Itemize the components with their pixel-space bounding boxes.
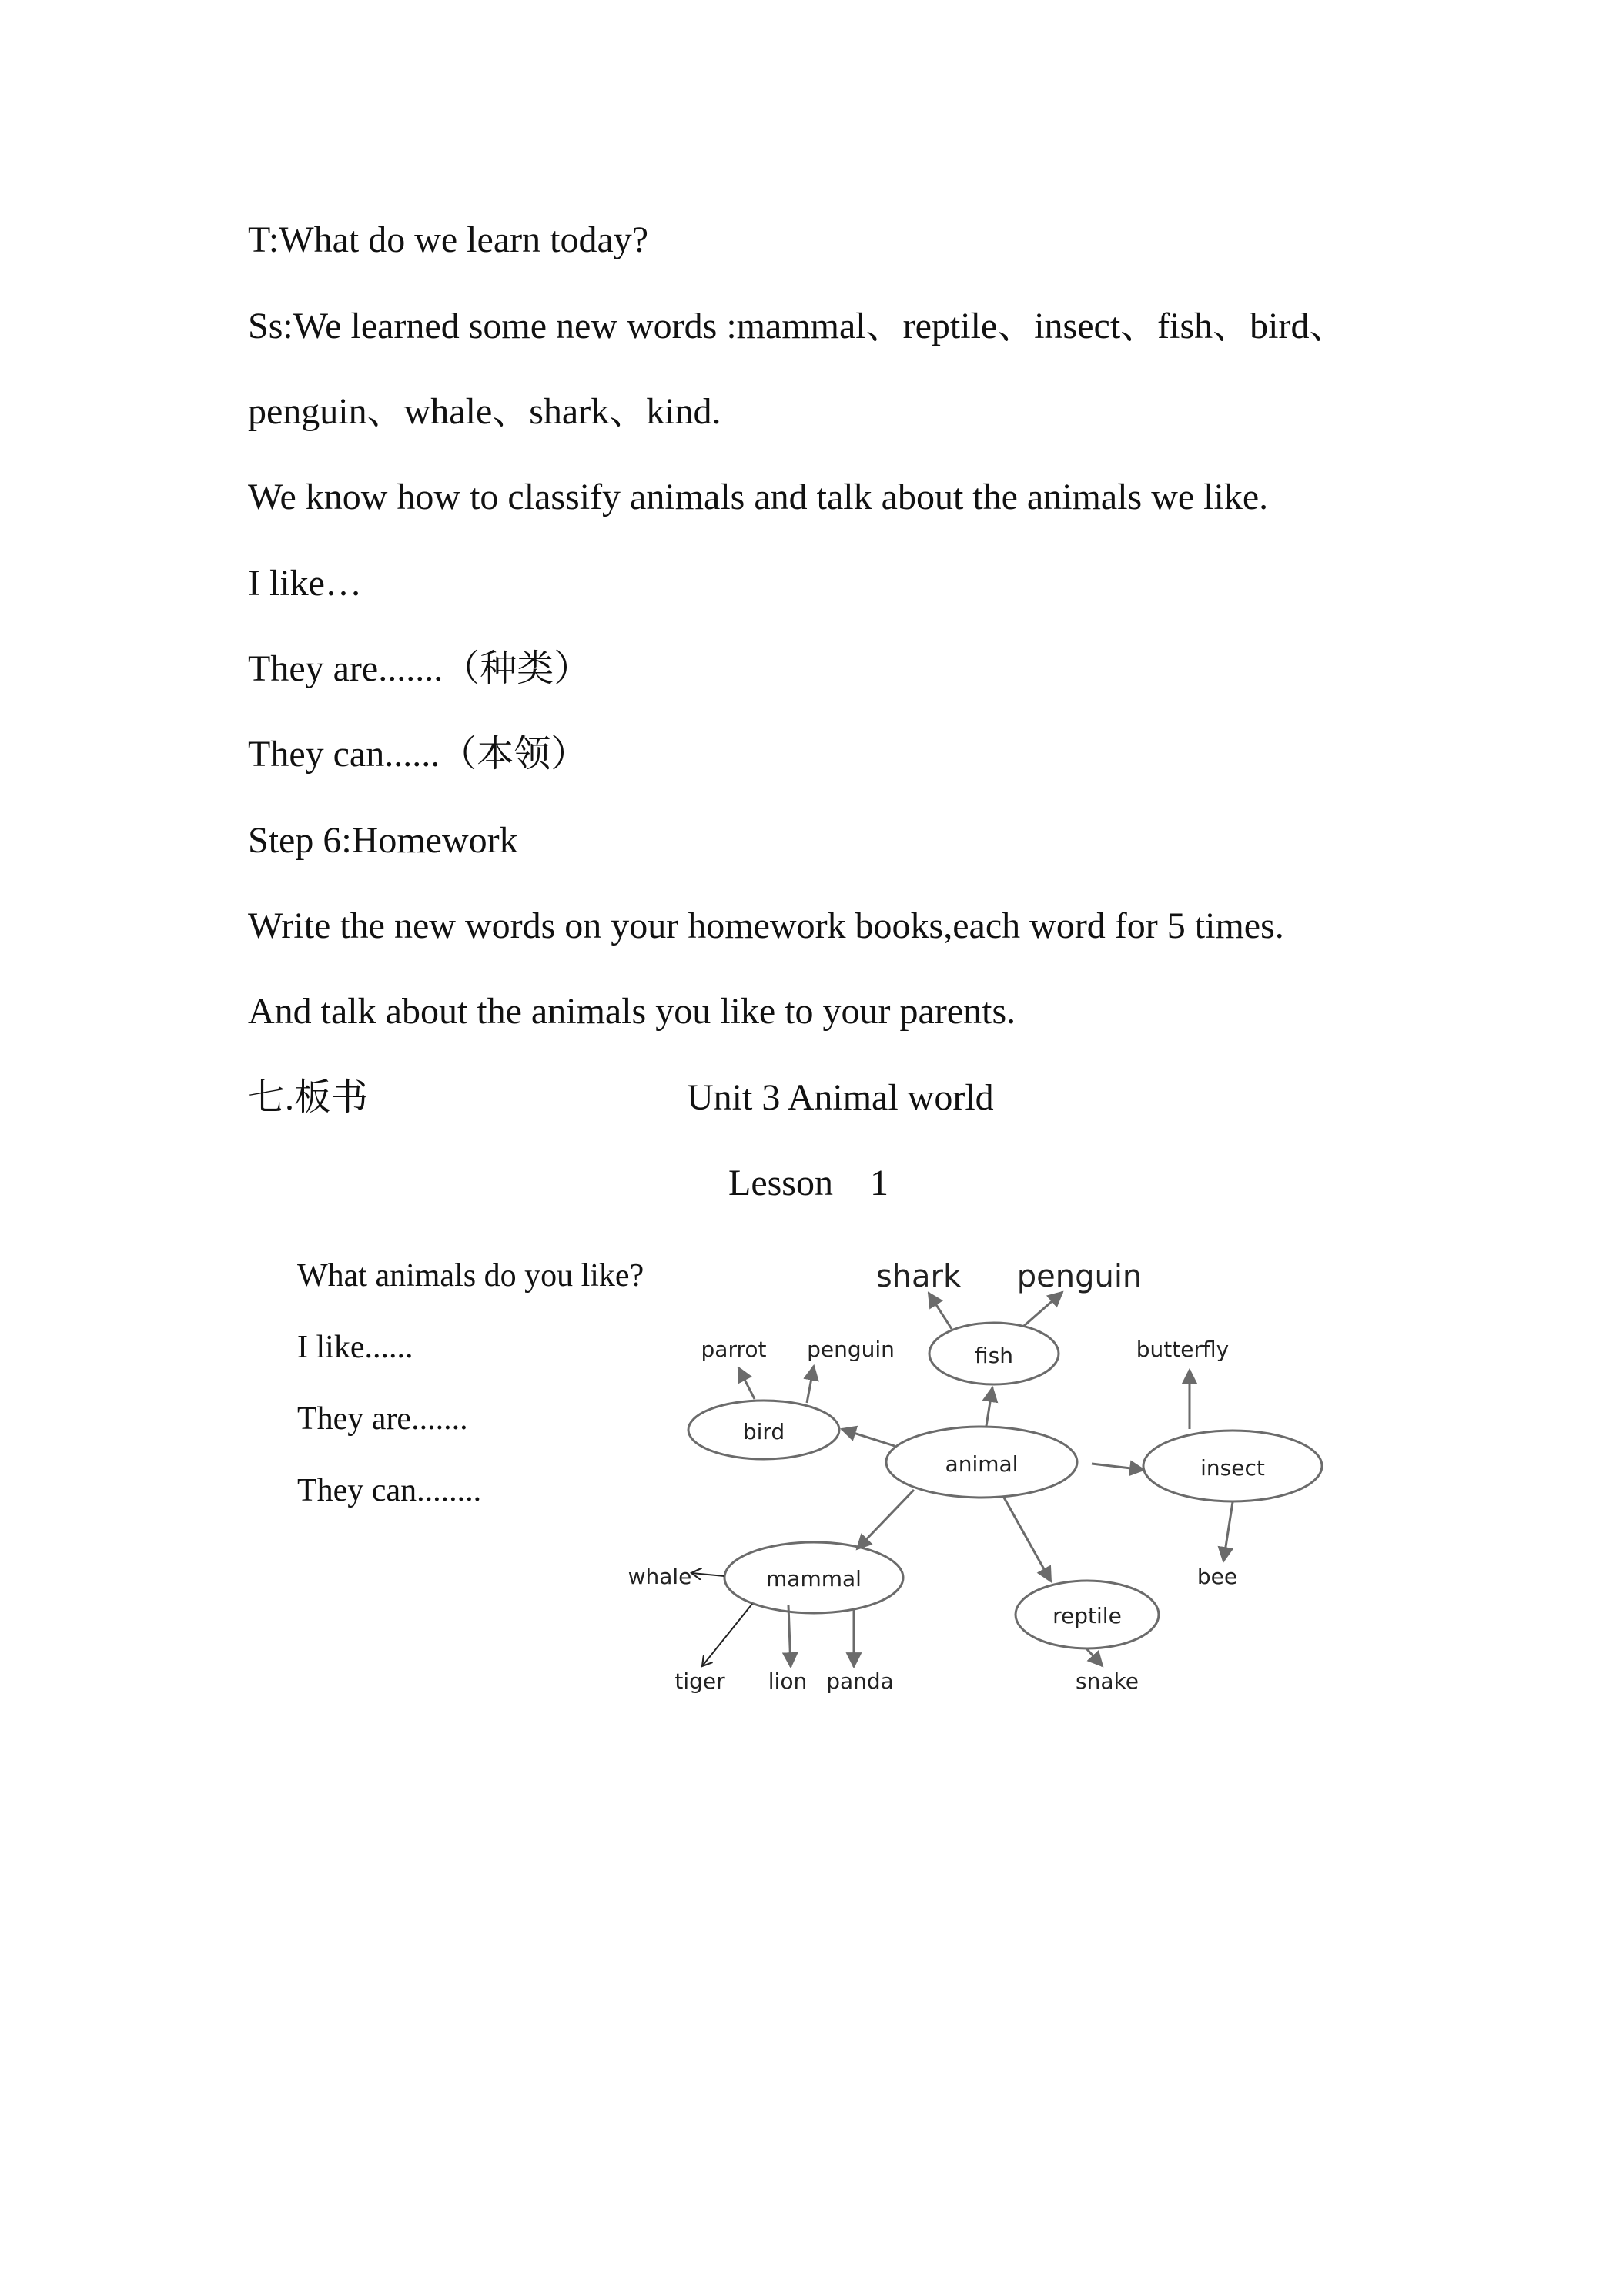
label-insect: insect (1200, 1455, 1265, 1481)
text-line-6: They are.......（种类） (248, 648, 591, 689)
edge-bird-parrot (738, 1367, 755, 1399)
leaf-shark: shark (875, 1259, 962, 1294)
leaf-lion: lion (768, 1668, 808, 1694)
leaf-tiger: tiger (674, 1668, 725, 1694)
edge-animal-insect (1092, 1464, 1144, 1470)
text-line-3: penguin、whale、shark、kind. (248, 391, 721, 432)
leaf-snake: snake (1076, 1668, 1139, 1694)
board-prompt-2: I like...... (297, 1330, 413, 1365)
board-section-label: 七.板书 (248, 1077, 369, 1118)
edge-mammal-lion (788, 1605, 791, 1667)
edge-fish-shark (929, 1293, 952, 1329)
text-line-5: I like… (248, 563, 362, 604)
edge-animal-reptile (1004, 1498, 1051, 1581)
text-line-7: They can......（本领） (248, 734, 588, 775)
edge-animal-fish (986, 1387, 992, 1426)
board-prompt-4: They can........ (297, 1473, 482, 1508)
edge-bird-penguin (807, 1366, 814, 1403)
edge-mammal-tiger (702, 1604, 752, 1666)
board-prompt-1: What animals do you like? (297, 1258, 644, 1294)
leaf-panda: panda (826, 1668, 894, 1694)
leaf-penguin-bird: penguin (807, 1337, 895, 1362)
board-prompt-3: They are....... (297, 1401, 468, 1437)
lesson-title: Lesson 1 (728, 1163, 888, 1203)
text-line-10: And talk about the animals you like to your parents. (248, 991, 1016, 1032)
text-line-4: We know how to classify animals and talk about the animals we like. (248, 477, 1269, 517)
text-line-2: Ss:We learned some new words :mammal、reptile、insect、fish、bird、 (248, 306, 1347, 346)
leaf-bee: bee (1196, 1564, 1238, 1589)
label-bird: bird (742, 1419, 785, 1444)
edge-animal-bird (842, 1429, 895, 1446)
label-reptile: reptile (1052, 1603, 1122, 1628)
leaf-penguin-fish: penguin (1016, 1259, 1143, 1294)
leaf-whale: whale (627, 1564, 692, 1589)
text-line-1: T:What do we learn today? (248, 219, 649, 260)
edge-insect-bee (1223, 1502, 1233, 1561)
edge-reptile-snake (1086, 1648, 1103, 1666)
leaf-parrot: parrot (701, 1337, 767, 1362)
unit-title: Unit 3 Animal world (687, 1077, 994, 1118)
step-heading: Step 6:Homework (248, 820, 518, 861)
edge-fish-penguin (1024, 1292, 1062, 1326)
label-mammal: mammal (766, 1566, 862, 1591)
edge-mammal-whale (691, 1573, 724, 1576)
leaf-butterfly: butterfly (1136, 1337, 1230, 1362)
label-fish: fish (975, 1343, 1013, 1368)
edge-animal-mammal (857, 1490, 914, 1549)
label-animal: animal (945, 1451, 1019, 1477)
text-line-9: Write the new words on your homework books,each word for 5 times. (248, 905, 1284, 946)
